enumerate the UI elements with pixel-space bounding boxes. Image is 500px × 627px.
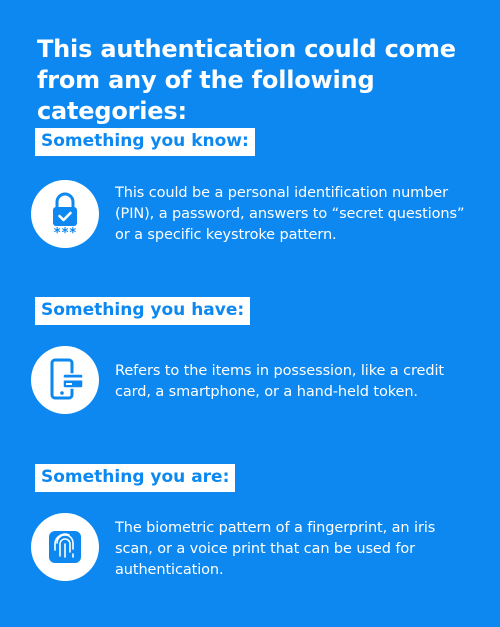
- category-have-icon-circle: [31, 346, 99, 414]
- category-are-icon-circle: [31, 513, 99, 581]
- category-know-label: Something you know:: [35, 128, 255, 156]
- category-know-description: This could be a personal identification number (PIN), a password, answers to “secret questions” or a specific keystroke pattern.: [115, 185, 465, 243]
- category-are-description: The biometric pattern of a fingerprint, an iris scan, or a voice print that can be used for authentication.: [115, 520, 436, 578]
- smartphone-card-icon: [31, 346, 99, 414]
- padlock-pin-icon: [31, 180, 99, 248]
- category-know-icon-circle: [31, 180, 99, 248]
- fingerprint-icon: [31, 513, 99, 581]
- category-have-description: Refers to the items in possession, like a credit card, a smartphone, or a hand-held token.: [115, 363, 444, 400]
- category-have-label: Something you have:: [35, 297, 250, 325]
- svg-text:***: ***: [53, 226, 77, 241]
- category-are-label: Something you are:: [35, 464, 235, 492]
- headline: This authentication could come from any of the following categories:: [37, 35, 456, 125]
